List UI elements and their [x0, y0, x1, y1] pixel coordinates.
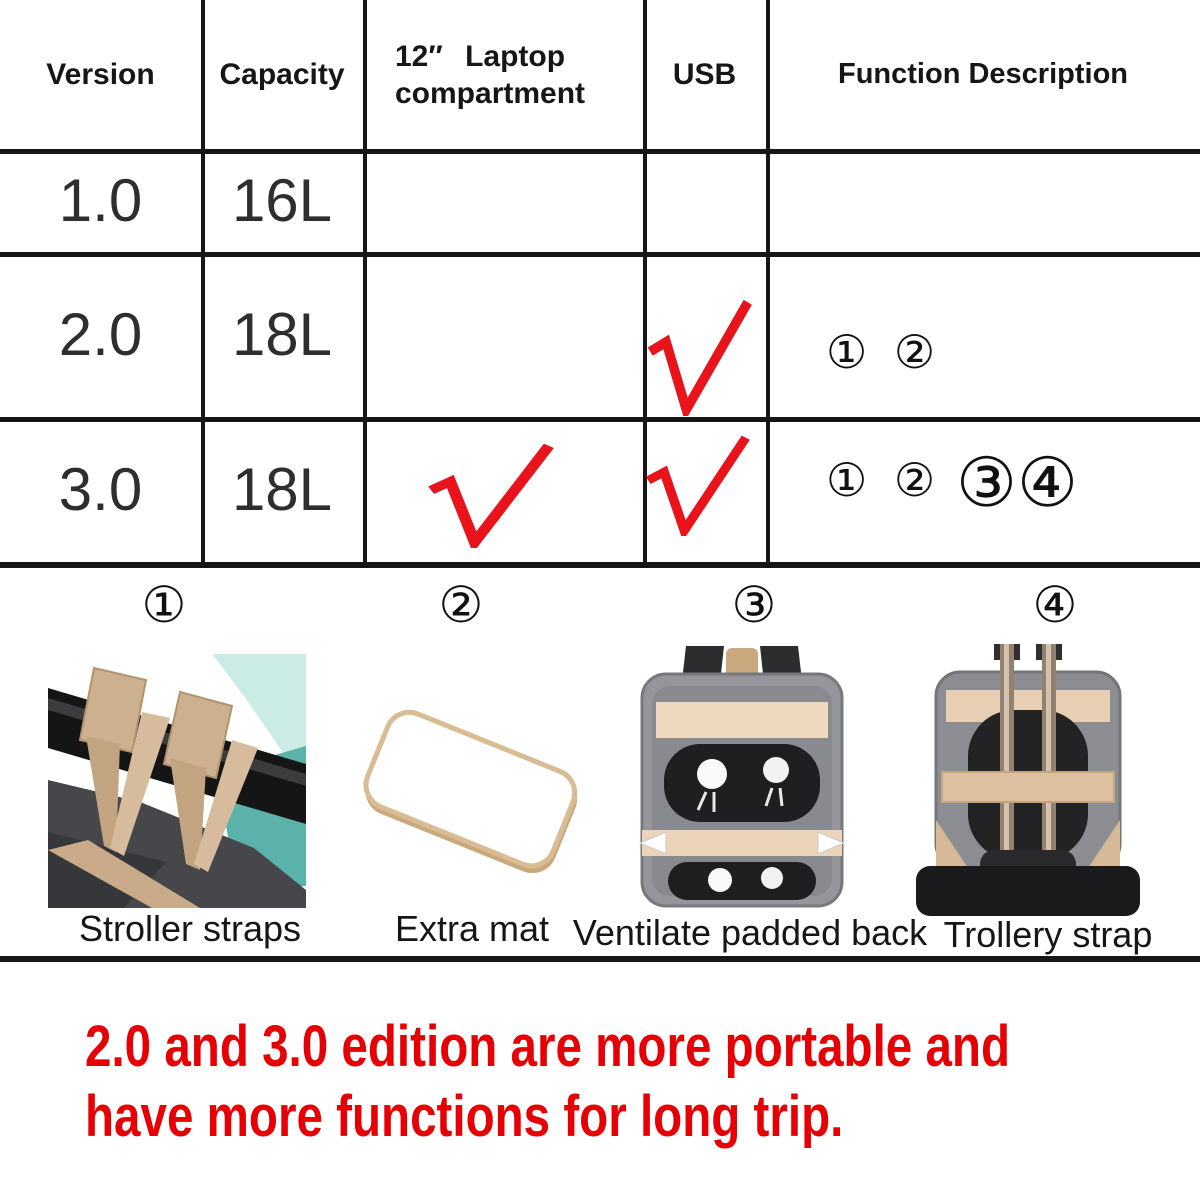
- capacity-value: 18L: [231, 301, 333, 368]
- header-usb: USB: [672, 58, 737, 91]
- feature-caption-1: Stroller straps: [78, 908, 302, 949]
- laptop-checkmark: [426, 442, 554, 548]
- feature-number-2: ②: [438, 576, 484, 634]
- header-laptop-compartment: 12″ Laptop compartment: [395, 39, 586, 110]
- version-value: 2.0: [58, 301, 143, 368]
- version-value: 1.0: [58, 167, 143, 234]
- function-numbers-small: ① ②: [826, 453, 942, 507]
- usb-checkmark: [646, 298, 752, 416]
- footer-text-line2: have more functions for long trip.: [85, 1084, 844, 1149]
- extra-mat-photo: [356, 702, 585, 876]
- trolley-strap-photo: [916, 644, 1140, 916]
- header-version: Version: [46, 58, 155, 91]
- header-capacity: Capacity: [219, 58, 345, 91]
- feature-number-3: ③: [731, 576, 777, 634]
- function-numbers-small: ① ②: [826, 325, 942, 379]
- feature-caption-3: Ventilate padded back: [572, 912, 928, 953]
- feature-caption-4: Trollery strap: [943, 914, 1153, 955]
- usb-checkmark: [644, 434, 750, 536]
- header-function-description: Function Description: [838, 58, 1128, 90]
- stroller-straps-photo: [48, 654, 306, 908]
- capacity-value: 18L: [231, 456, 333, 523]
- feature-number-4: ④: [1032, 576, 1078, 634]
- footer-text-line1: 2.0 and 3.0 edition are more portable and: [85, 1014, 1011, 1079]
- feature-caption-2: Extra mat: [394, 908, 550, 949]
- ventilate-padded-back-photo: [636, 646, 848, 914]
- capacity-value: 16L: [231, 167, 333, 234]
- table-bottom-border: [0, 562, 1200, 568]
- function-numbers-large: ③④: [956, 444, 1078, 523]
- version-value: 3.0: [58, 456, 143, 523]
- feature-number-1: ①: [141, 576, 187, 634]
- section-divider: [0, 956, 1200, 962]
